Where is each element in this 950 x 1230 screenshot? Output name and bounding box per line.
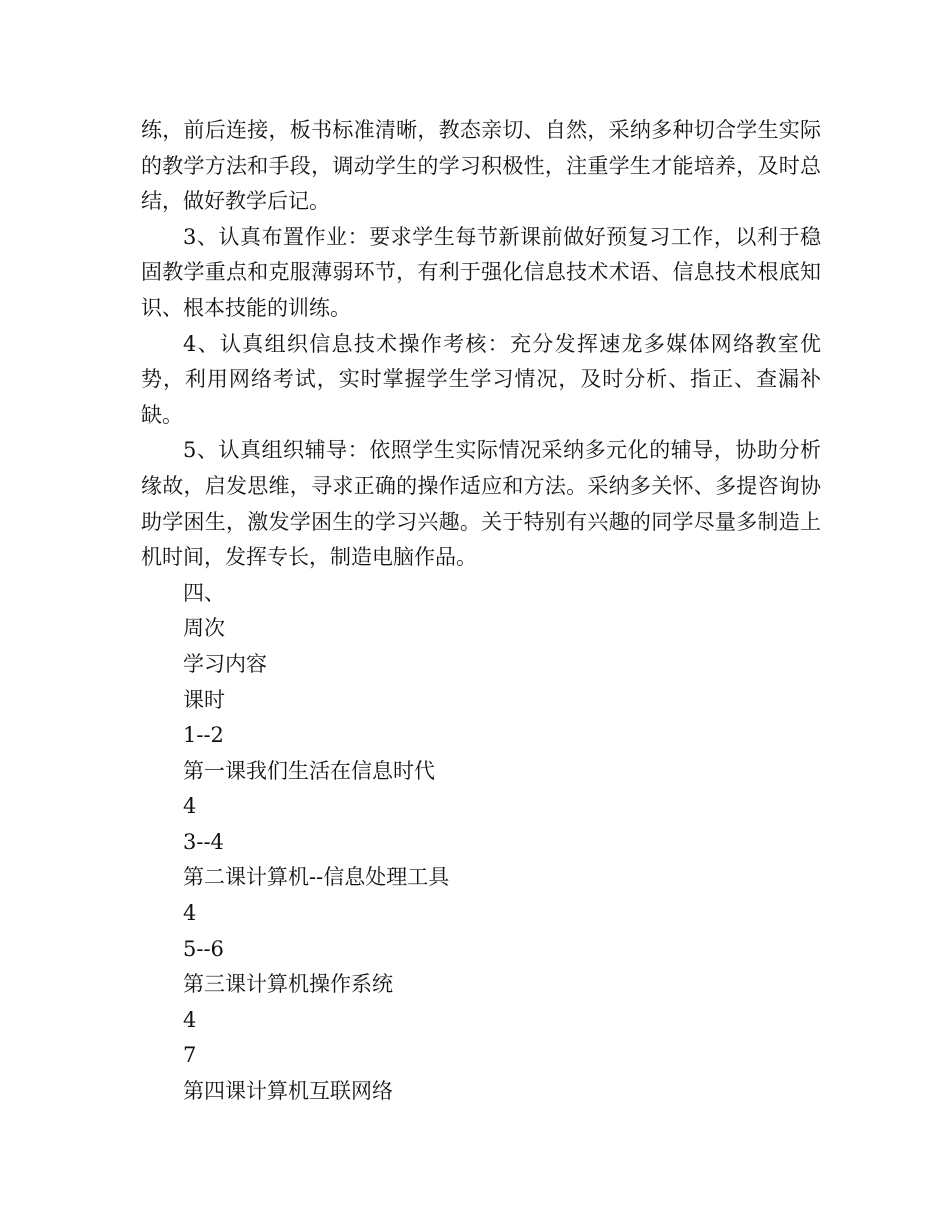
table-cell-week: 5--6 xyxy=(183,936,224,961)
paragraph-item-4: 4、认真组织信息技术操作考核：充分发挥速龙多媒体网络教室优势，利用网络考试，实时掌握学生学习情况，及时分析、指正、查漏补缺。 xyxy=(141,331,821,427)
table-cell-week: 3--4 xyxy=(183,829,224,854)
table-header-content: 学习内容 xyxy=(183,651,267,676)
table-cell-hours: 4 xyxy=(183,1007,197,1032)
table-cell-content: 第二课计算机--信息处理工具 xyxy=(183,865,450,890)
table-cell-hours: 4 xyxy=(183,901,197,926)
table-cell-content: 第四课计算机互联网络 xyxy=(183,1079,393,1104)
paragraph-item-3: 3、认真布置作业：要求学生每节新课前做好预复习工作，以利于稳固教学重点和克服薄弱环节，有利于强化信息技术术语、信息技术根底知识、根本技能的训练。 xyxy=(141,224,821,320)
table-cell-week: 1--2 xyxy=(183,723,224,748)
document-body xyxy=(141,113,821,1110)
table-cell-week: 7 xyxy=(183,1043,197,1068)
table-header-week: 周次 xyxy=(183,616,225,641)
table-cell-hours: 4 xyxy=(183,794,197,819)
table-header-hours: 课时 xyxy=(183,687,225,712)
table-cell-content: 第一课我们生活在信息时代 xyxy=(183,758,435,783)
table-cell-content: 第三课计算机操作系统 xyxy=(183,972,393,997)
paragraph-continued: 练，前后连接，板书标准清晰，教态亲切、自然，采纳多种切合学生实际的教学方法和手段，调动学生的学习积极性，注重学生才能培养，及时总结，做好教学后记。 xyxy=(141,118,821,214)
paragraph-item-5: 5、认真组织辅导：依照学生实际情况采纳多元化的辅导，协助分析缘故，启发思维，寻求正确的操作适应和方法。采纳多关怀、多提咨询协助学困生，激发学困生的学习兴趣。关于特别有兴趣的同学尽量多制造上机时间，发挥专长，制造电脑作品。 xyxy=(141,438,821,570)
section-heading: 四、 xyxy=(183,580,225,605)
